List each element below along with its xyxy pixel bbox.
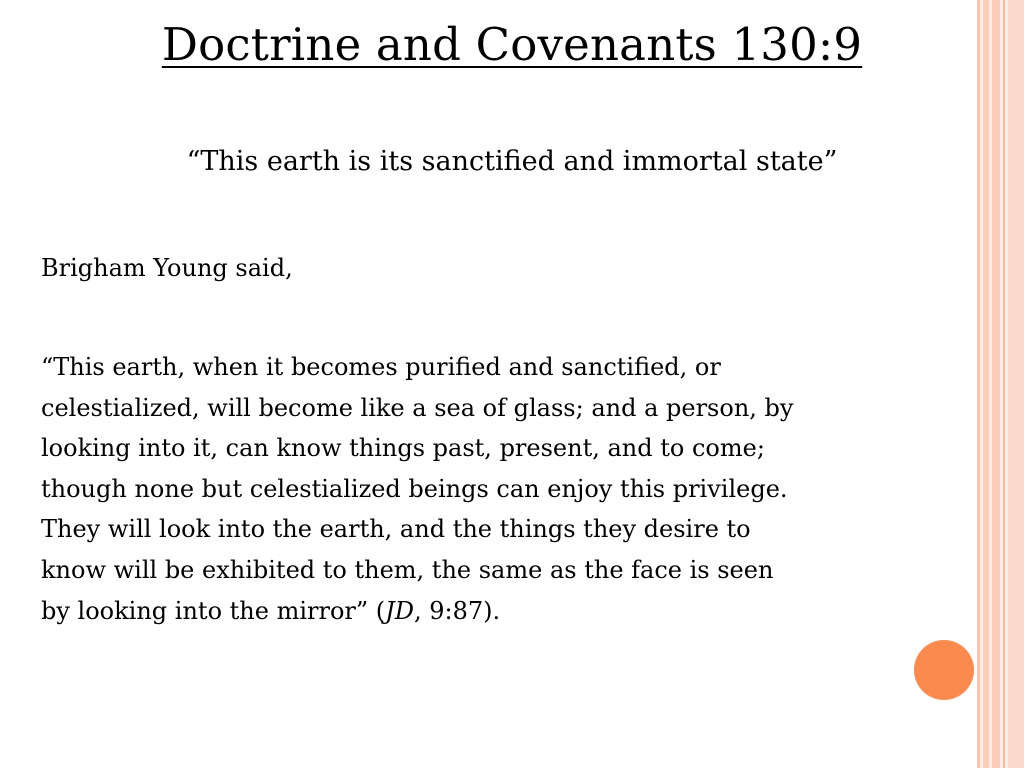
quote-line: know will be exhibited to them, the same as the face is seen bbox=[41, 555, 774, 584]
quote-line: “This earth, when it becomes purified and sanctified, or bbox=[41, 353, 721, 381]
quote-line: celestialized, will become like a sea of glass; and a person, by bbox=[41, 393, 794, 422]
decorative-circle-icon bbox=[914, 640, 974, 700]
quote-line: looking into it, can know things past, present, and to come; bbox=[41, 434, 765, 463]
slide-title: Doctrine and Covenants 130:9 bbox=[161, 18, 863, 71]
quote-last-line bbox=[41, 591, 1006, 632]
decorative-stripe bbox=[1008, 0, 1024, 768]
quote-line: though none but celestialized beings can enjoy this privilege. bbox=[41, 474, 788, 503]
slide-subtitle: “This earth is its sanctified and immortal state” bbox=[186, 146, 838, 177]
quote-line: They will look into the earth, and the things they desire to bbox=[41, 515, 751, 544]
citation-reference: , 9:87). bbox=[414, 596, 501, 625]
quote-last-line-text: by looking into the mirror” ( bbox=[41, 596, 386, 625]
citation-source: JD bbox=[385, 596, 415, 625]
speaker-attribution: Brigham Young said, bbox=[41, 254, 293, 282]
quote-block bbox=[41, 347, 1006, 631]
